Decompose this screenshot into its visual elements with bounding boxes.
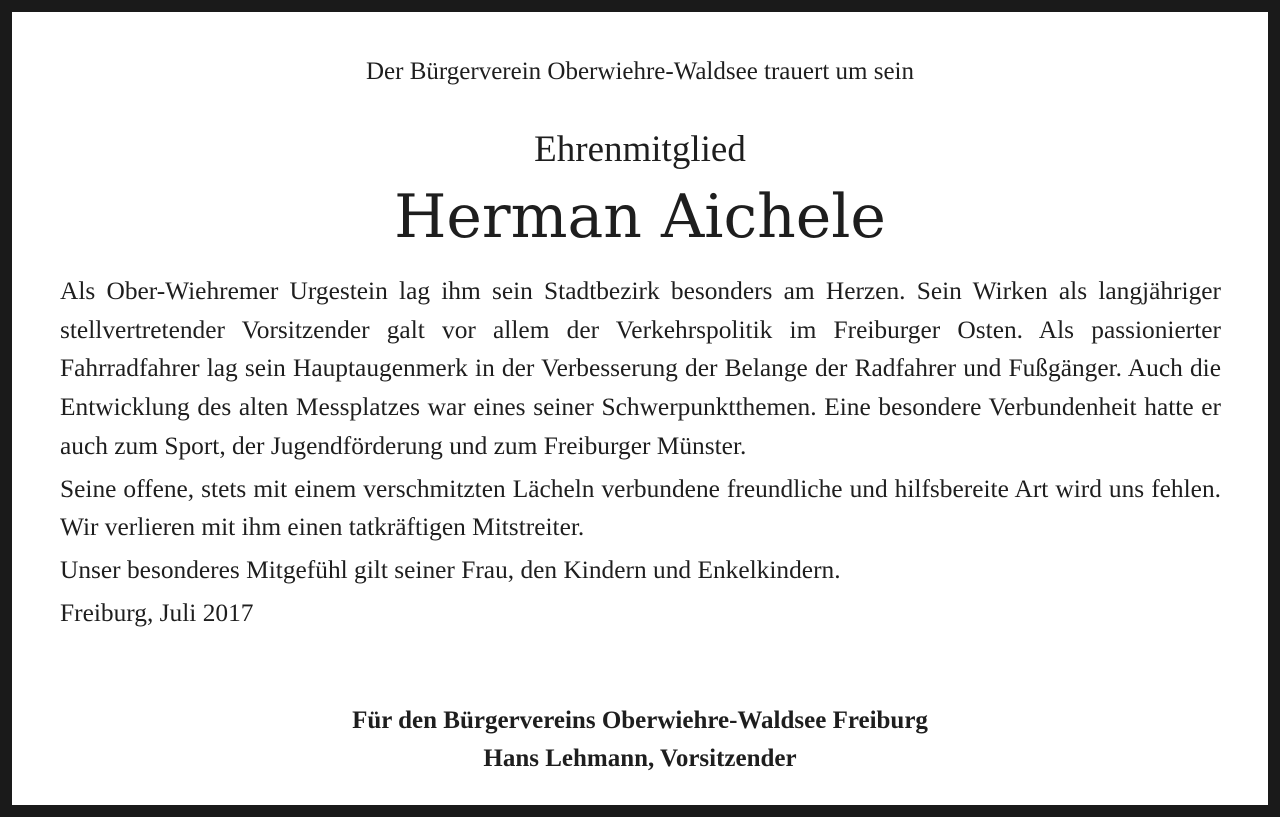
paragraph-condolence: Unser besonderes Mitgefühl gilt seiner Frau, den Kindern und Enkelkindern. (60, 555, 841, 584)
intro-line: Der Bürgerverein Oberwiehre-Waldsee trauert um sein (366, 58, 914, 85)
paragraph-tribute: Als Ober-Wiehremer Urgestein lag ihm sein Stadtbezirk besonders am Herzen. Sein Wirken als langjähriger stellvertretender Vorsitzender galt vor allem der Verkehrspolitik im Freiburger Osten. Als passionierter Fahrradfahrer lag sein Hauptaugenmerk in der Verbesserung der Belange der Radfahrer und Fußgänger. Auch die Entwicklung des alten Messplatzes war eines seiner Schwerpunktthemen. Eine besondere Verbundenheit hatte er auch zum Sport, der Jugendförderung und zum Freiburger Münster. (60, 277, 1221, 460)
notice-body (60, 272, 1221, 636)
paragraph-farewell: Seine offene, stets mit einem verschmitzten Lächeln verbundene freundliche und hilfsbereite Art wird uns fehlen. Wir verlieren mit ihm einen tatkräftigen Mitstreiter. (60, 474, 1221, 542)
obituary-notice (12, 12, 1268, 805)
place-date: Freiburg, Juli 2017 (60, 598, 254, 627)
signature-organization: Für den Bürgervereins Oberwiehre-Waldsee Freiburg (352, 707, 928, 734)
signature-block (12, 702, 1268, 778)
signature-person: Hans Lehmann, Vorsitzender (483, 745, 797, 772)
honor-title: Ehrenmitglied (534, 129, 746, 170)
deceased-name: Herman Aichele (394, 182, 886, 252)
